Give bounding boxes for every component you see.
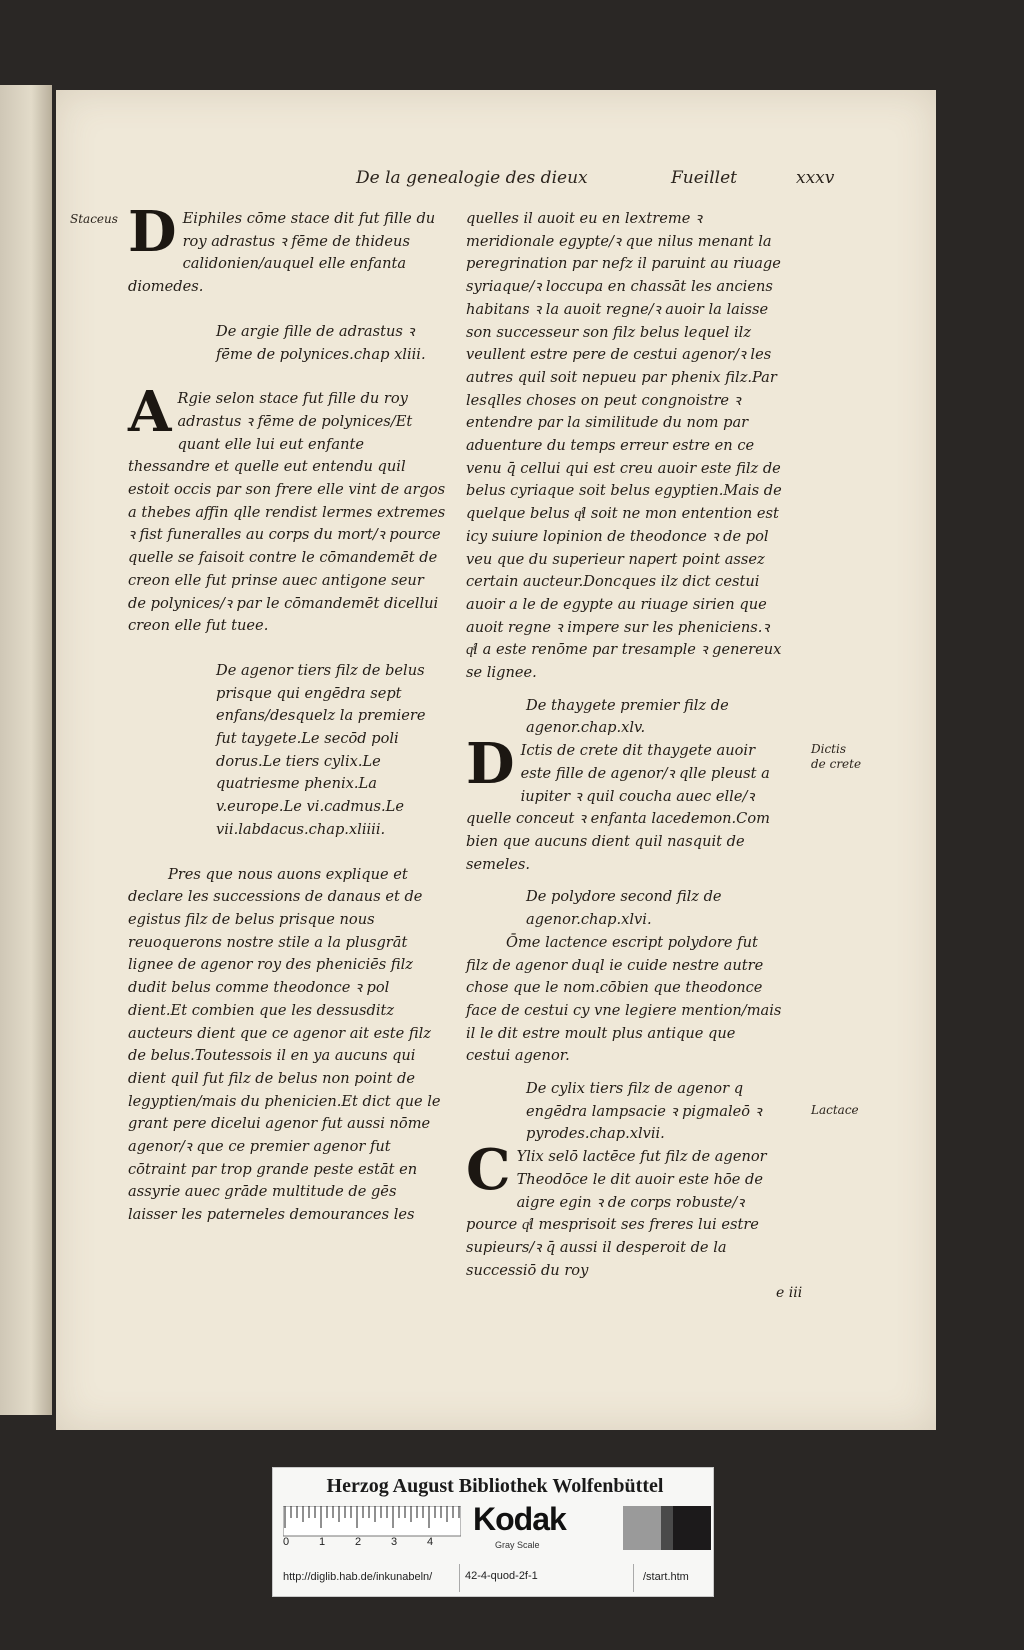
paragraph-agenor: Pres que nous auons explique et declare les successions de danaus et de egistus filz de belus prisque nous reuoquerons nostre stile a la plusgrāt lignee de agenor roy des pheniciēs filz dudit belus comme theodonce ꝛ pol dient.Et combien que les dessusditz aucteurs dient que ce agenor ait este filz de belus.Toutessois il en ya aucuns qui dient quil fut filz de belus non point de legyptien/mais du phenicien.Et dict que le grant pere dicelui agenor fut aussi nōme agenor/ꝛ que ce premier agenor fut cōtraint par trop grande peste estāt en assyrie auec grāde multitude de gēs laisser les paterneles demourances les bbox=[128, 865, 441, 1224]
catchword-signature: e iii bbox=[776, 1285, 803, 1301]
ruler-tick-label: 3 bbox=[391, 1536, 398, 1548]
running-head bbox=[356, 168, 896, 194]
chapter-heading-argie: De argie fille de adrastus ꝛ fēme de polynices.chap xliii. bbox=[216, 322, 426, 363]
library-name: Herzog August Bibliothek Wolfenbüttel bbox=[326, 1475, 664, 1497]
ruler-tick-label: 0 bbox=[283, 1536, 290, 1548]
initial-letter: D bbox=[128, 199, 177, 265]
gray-scale-label: Gray Scale bbox=[495, 1540, 540, 1550]
folio-number: xxxv bbox=[796, 168, 835, 188]
ruler-tick-label: 1 bbox=[319, 1536, 326, 1548]
right-column bbox=[466, 208, 784, 1282]
shelfmark-identifier: 42-4-quod-2f-1 bbox=[465, 1570, 538, 1582]
document-page bbox=[56, 90, 936, 1430]
ruler-labels bbox=[283, 1536, 463, 1550]
margin-note-de-crete: de crete bbox=[811, 757, 862, 771]
margin-note-lactance: Lactace bbox=[811, 1103, 859, 1117]
url-text: http://diglib.hab.de/inkunabeln/ bbox=[283, 1571, 433, 1583]
margin-note-dictis: Dictis bbox=[811, 742, 846, 756]
margin-note-staceus: Staceus bbox=[70, 212, 118, 226]
chapter-heading-cylix: De cylix tiers filz de agenor q engēdra lampsacie ꝛ pigmaleō ꝛ pyrodes.chap.xlvii. bbox=[526, 1080, 762, 1143]
paragraph-argie bbox=[128, 379, 446, 638]
folio-word: Fueillet bbox=[671, 168, 738, 188]
paragraph-cylix bbox=[466, 1137, 784, 1282]
initial-letter: D bbox=[466, 731, 515, 798]
running-head-title: De la genealogie des dieux bbox=[356, 168, 588, 188]
paragraph-text: Ictis de crete dit thaygete auoir este fille de agenor/ꝛ qlle pleust a iupiter ꝛ quil coucha auec elle/ꝛ quelle conceut ꝛ enfanta lacedemon.Com bien que aucuns dient quil nasquit de semeles. bbox=[466, 742, 770, 873]
paragraph-thaygete bbox=[466, 731, 784, 876]
paragraph-text: Rgie selon stace fut fille du roy adrastus ꝛ fēme de polynices/Et quant elle lui eut enfante thessandre et quelle eut entendu quil estoit occis par son frere elle vint de argos a thebes affin qlle rendist lermes extremes ꝛ fist funeralles au corps du mort/ꝛ pource quelle se faisoit contre le cōmandemēt de creon elle fut prinse auec antigone seur de polynices/ꝛ par le cōmandemēt dicellui creon elle fut tuee. bbox=[128, 390, 446, 635]
library-color-card bbox=[272, 1467, 714, 1597]
gray-swatch bbox=[623, 1506, 661, 1550]
start-page-text: /start.htm bbox=[643, 1571, 689, 1583]
chapter-heading-agenor: De agenor tiers filz de belus prisque qui engēdra sept enfans/desquelz la premiere fut taygete.Le secōd poli dorus.Le tiers cylix.Le quatriesme phenix.La v.europe.Le vi.cadmus.Le vii.labdacus.chap.xliiii. bbox=[216, 661, 426, 838]
black-swatch bbox=[673, 1506, 711, 1550]
paragraph-deiphiles bbox=[128, 199, 446, 299]
ruler-tick-label: 4 bbox=[427, 1536, 434, 1548]
paragraph-continuation: quelles il auoit eu en lextreme ꝛ meridionale egypte/ꝛ que nilus menant la peregrination par nefz il paruint au riuage syriaque/ꝛ loccupa en chassāt les anciens habitans ꝛ la auoit regne/ꝛ auoir la laisse son successeur son filz belus lequel ilz veullent estre pere de cestui agenor/ꝛ les autres quil soit nepueu par phenix filz.Par lesqlles choses on peut congnoistre ꝛ entendre par la similitude du nom par aduenture du temps erreur estre en ce venu q̄ cellui qui est creu auoir este filz de belus cyriaque soit belus egyptien.Mais de quelque belus qͥl soit ne mon entention est icy suiure lopinion de theodonce ꝛ de pol veu que du superieur napert point assez certain aucteur.Doncques ilz dict cestui auoir a le de egypte au riuage sirien que auoit regne ꝛ impere sur les pheniciens.ꝛ qͥl a este renōme par tresample ꝛ genereux se lignee. bbox=[466, 210, 782, 682]
left-column bbox=[128, 199, 446, 1227]
kodak-logo: Kodak bbox=[473, 1501, 566, 1537]
initial-letter: C bbox=[466, 1137, 511, 1204]
paragraph-text: Ylix selō lactēce fut filz de agenor Theodōce le dit auoir este hōe de aigre egin ꝛ de corps robuste/ꝛ pource qͥl mesprisoit ses freres lui estre supieurs/ꝛ q̄ aussi il desperoit de la successiō du roy bbox=[466, 1148, 767, 1279]
paragraph-polydore: Ōme lactence escript polydore fut filz de agenor duql ie cuide nestre autre chose que le nom.cōbien que theodonce face de cestui cy vne legiere mention/mais il le dit estre moult plus antique que cestui agenor. bbox=[466, 933, 782, 1065]
paragraph-text: Eiphiles cōme stace dit fut fille du roy adrastus ꝛ fēme de thideus calidonien/auquel elle enfanta diomedes. bbox=[128, 210, 436, 296]
ruler-tick-label: 2 bbox=[355, 1536, 362, 1548]
facing-page-edge bbox=[0, 85, 52, 1415]
initial-letter: A bbox=[128, 379, 172, 446]
chapter-heading-polydore: De polydore second filz de agenor.chap.xlvi. bbox=[526, 888, 722, 929]
chapter-heading-thaygete: De thaygete premier filz de agenor.chap.xlv. bbox=[526, 696, 729, 737]
